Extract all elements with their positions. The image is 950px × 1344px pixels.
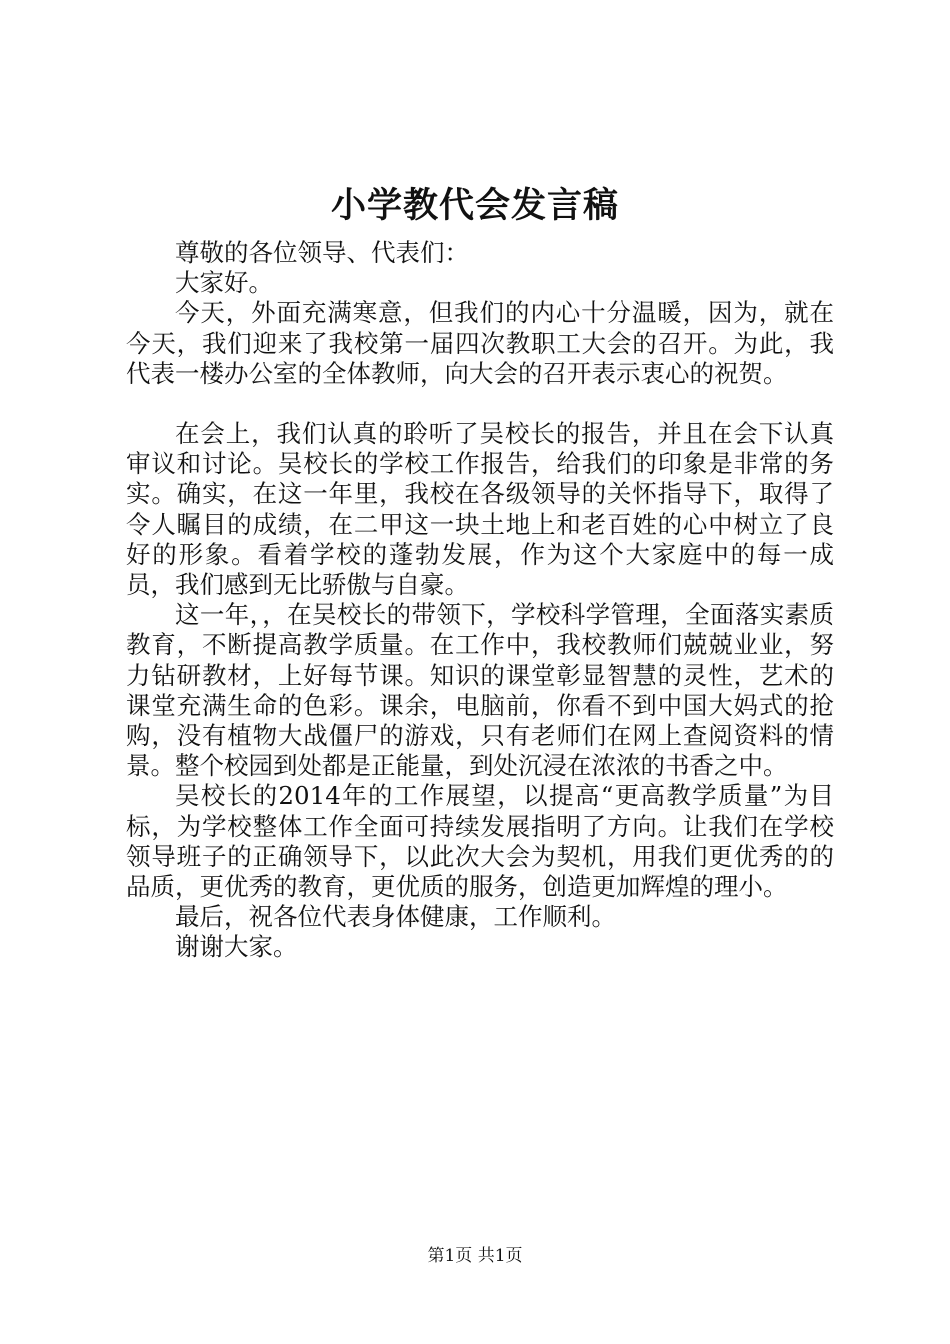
paragraph-year-review: 这一年，，在吴校长的带领下，学校科学管理，全面落实素质教育，不断提高教学质量。在工作中，我校教师们兢兢业业，努力钻研教材，上好每节课。知识的课堂彰显智慧的灵性，艺术的课堂充满生命的色彩。课余，电脑前，你看不到中国大妈式的抢购，没有植物大战僵尸的游戏，只有老师们在网上查阅资料的情景。整个校园到处都是正能量，到处沉浸在浓浓的书香之中。 xyxy=(126,600,834,781)
greeting: 大家好。 xyxy=(175,268,273,298)
document-body xyxy=(126,238,834,963)
salutation: 尊敬的各位领导、代表们： xyxy=(175,238,469,267)
paragraph-wishes: 最后，祝各位代表身体健康，工作顺利。 xyxy=(175,902,616,932)
document-title: 小学教代会发言稿 xyxy=(330,185,619,226)
paragraph-thanks: 谢谢大家。 xyxy=(175,932,298,962)
paragraph-meeting: 在会上，我们认真的聆听了吴校长的报告，并且在会下认真审议和讨论。吴校长的学校工作报告，给我们的印象是非常的务实。确实，在这一年里，我校在各级领导的关怀指导下，取得了令人瞩目的成绩，在二甲这一块土地上和老百姓的心中树立了良好的形象。看着学校的蓬勃发展，作为这个大家庭中的每一成员，我们感到无比骄傲与自豪。 xyxy=(126,419,834,600)
paragraph-outlook: 吴校长的2014年的工作展望，以提高“更高教学质量”为目标，为学校整体工作全面可持续发展指明了方向。让我们在学校领导班子的正确领导下，以此次大会为契机，用我们更优秀的的品质，更优秀的教育，更优质的服务，创造更加辉煌的理小。 xyxy=(126,781,834,902)
paragraph-opening: 今天，外面充满寒意，但我们的内心十分温暖，因为，就在今天，我们迎来了我校第一届四次教职工大会的召开。为此，我代表一楼办公室的全体教师，向大会的召开表示衷心的祝贺。 xyxy=(126,298,834,388)
page-number-footer: 第1页 共1页 xyxy=(427,1246,523,1266)
